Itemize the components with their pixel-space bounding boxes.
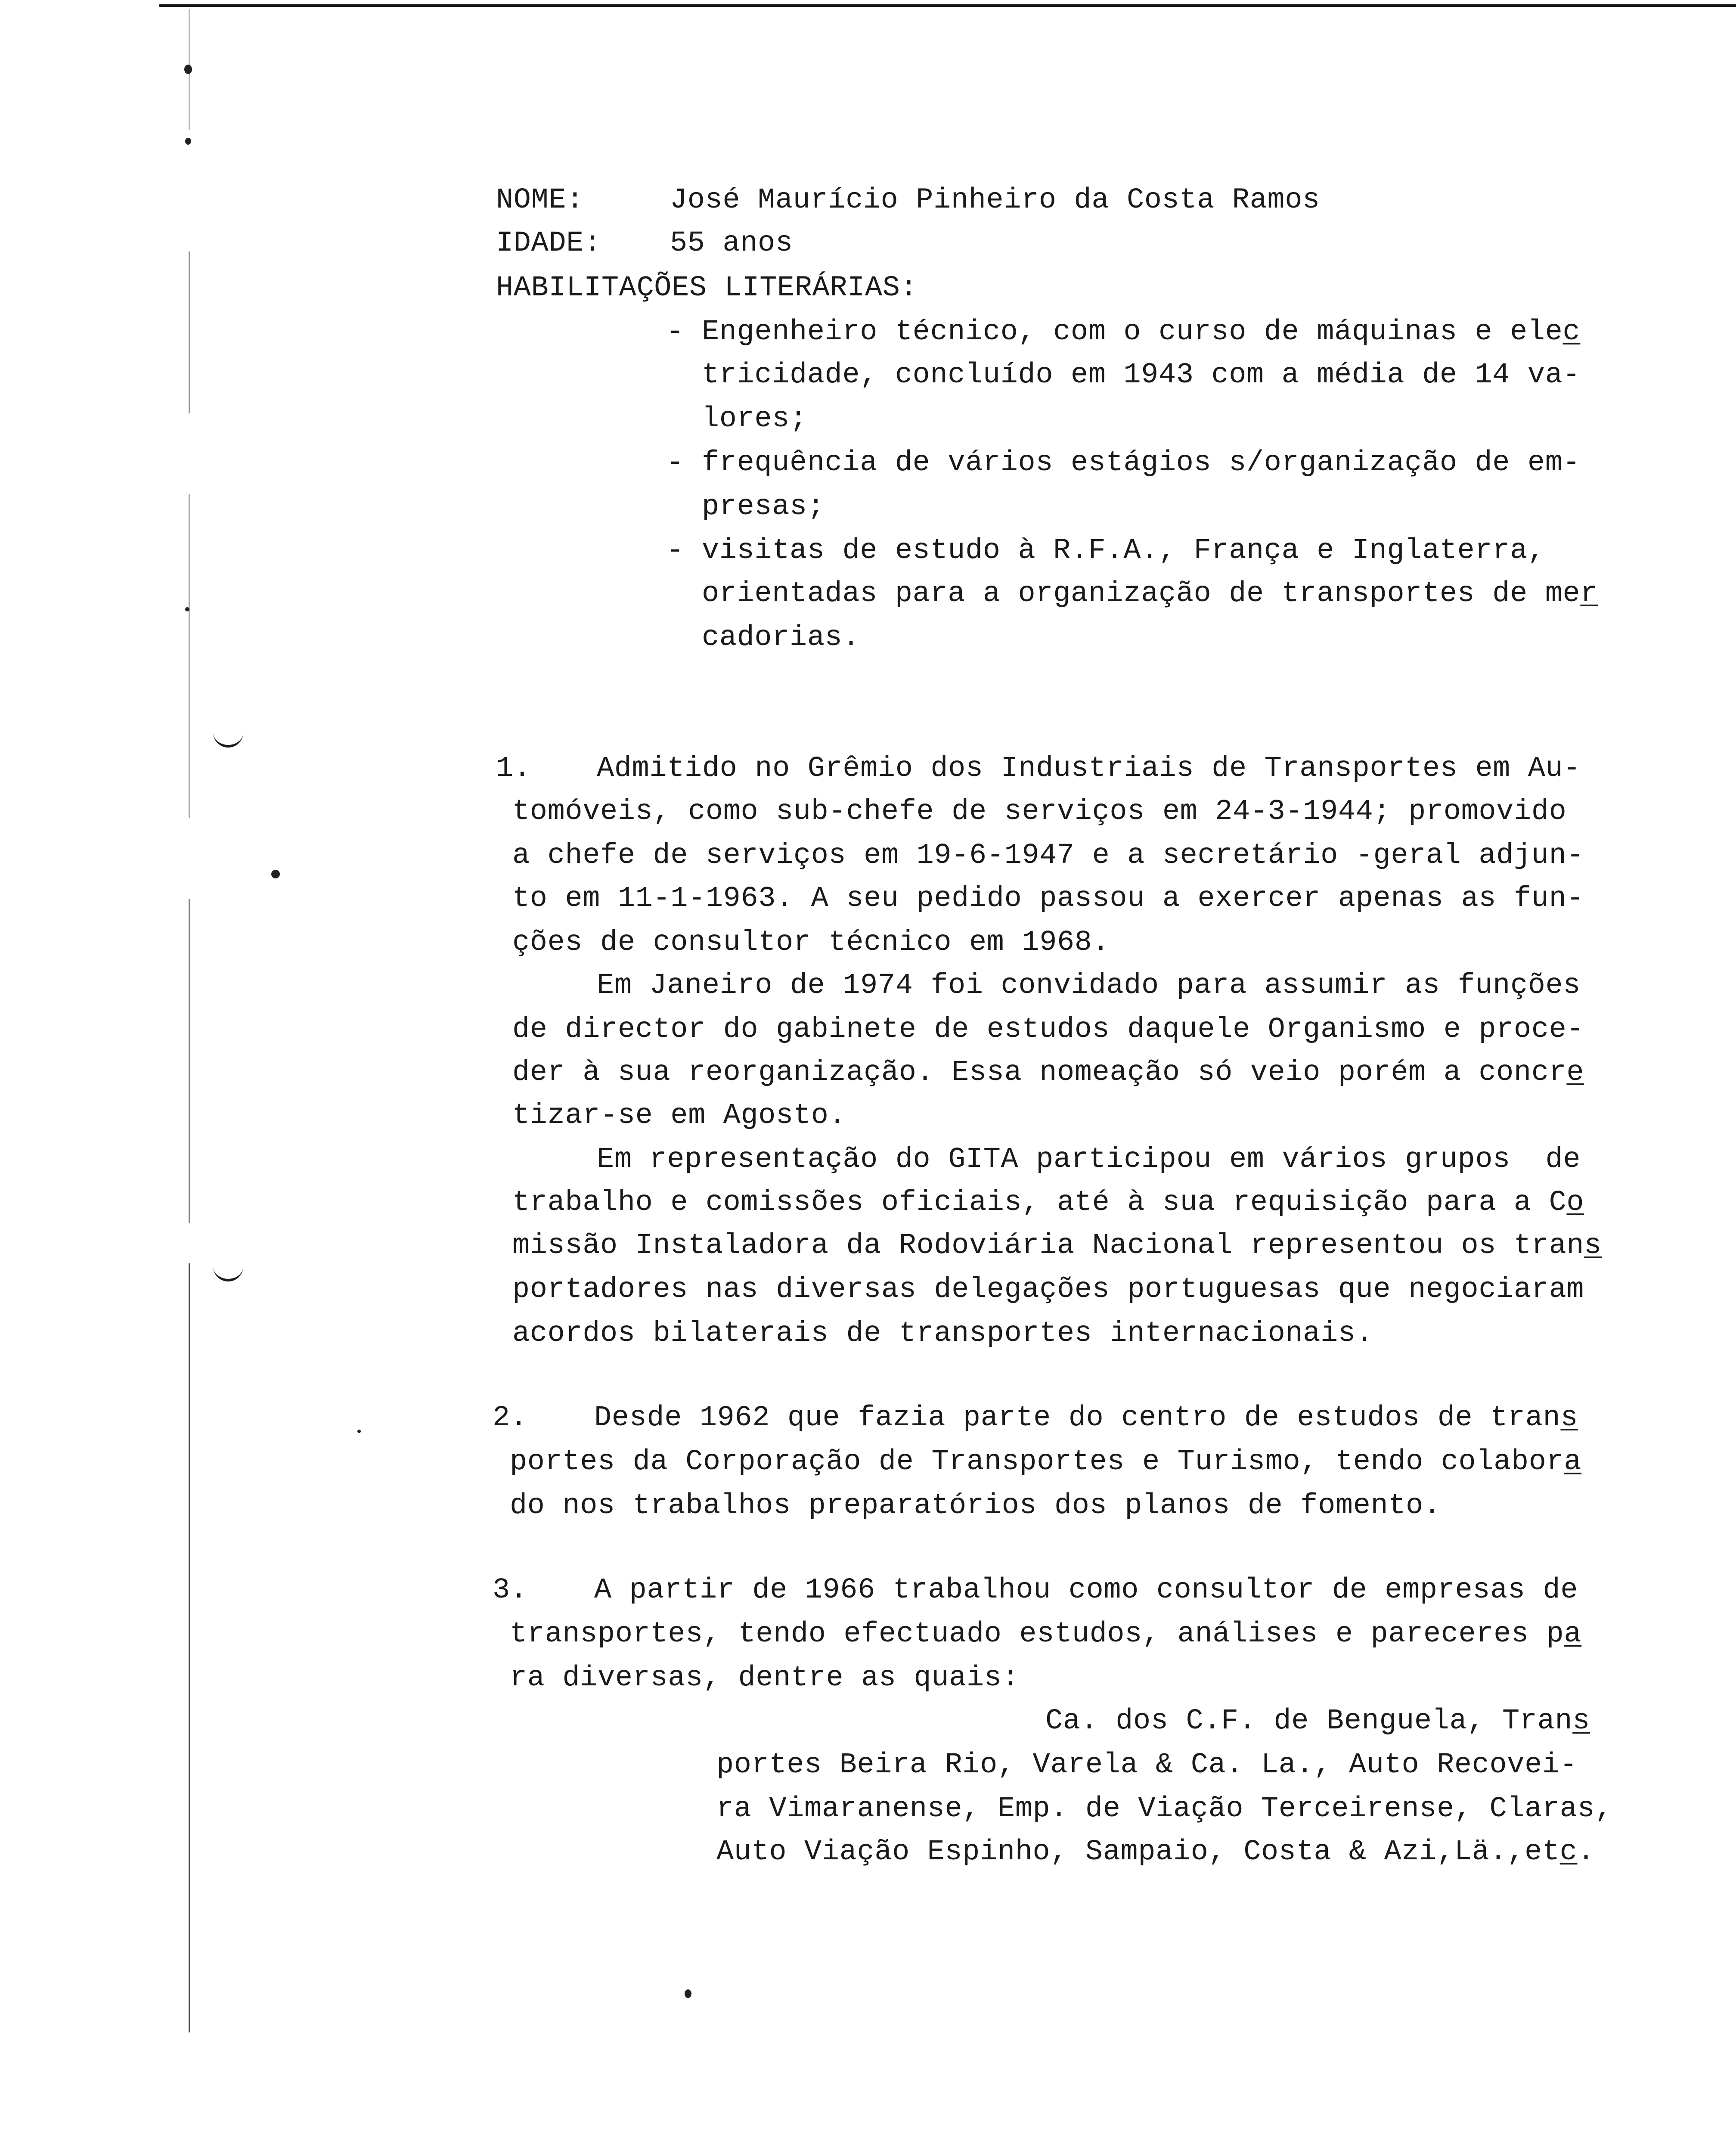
nome-label: NOME: — [496, 184, 584, 217]
companies-line: ra Vimaranense, Emp. de Viação Terceirense, Claras, — [716, 1793, 1613, 1825]
section1-para3-line: acordos bilaterais de transportes internacionais. — [512, 1317, 1373, 1350]
scan-speck — [185, 607, 189, 611]
section1-para3-line: missão Instaladora da Rodoviária Nacional representou os trans — [512, 1229, 1602, 1262]
section1-para3-line: Em representação do GITA participou em vários grupos de — [597, 1143, 1581, 1176]
nome-value: José Maurício Pinheiro da Costa Ramos — [670, 184, 1320, 217]
habilitacao-line: frequência de vários estágios s/organização de em- — [702, 447, 1581, 479]
companies-line: portes Beira Rio, Varela & Ca. La., Auto Recovei- — [716, 1749, 1578, 1781]
habilitacao-line: lores; — [702, 403, 807, 435]
section1-para2-line: Em Janeiro de 1974 foi convidado para assumir as funções — [597, 969, 1581, 1002]
scan-hole-mark — [213, 728, 243, 748]
section3-line: A partir de 1966 trabalhou como consultor de empresas de — [594, 1574, 1578, 1607]
section1-line: Admitido no Grêmio dos Industriais de Transportes em Au- — [597, 752, 1581, 785]
habilitacao-line: tricidade, concluído em 1943 com a média de 14 va- — [702, 359, 1581, 391]
section2-line: Desde 1962 que fazia parte do centro de estudos de trans — [594, 1402, 1578, 1434]
habilitacao-line: visitas de estudo à R.F.A., França e Inglaterra, — [702, 534, 1545, 567]
scan-margin-artifacts — [181, 0, 211, 2032]
scan-speck — [184, 65, 192, 74]
habilitacao-line: orientadas para a organização de transportes de mer — [702, 577, 1598, 610]
section1-para3-line: portadores nas diversas delegações portuguesas que negociaram — [512, 1273, 1584, 1306]
section-number: 2. — [493, 1402, 528, 1434]
habilitacao-dash: - — [666, 447, 684, 479]
section1-para2-line: tizar-se em Agosto. — [512, 1099, 846, 1132]
section3-line: transportes, tendo efectuado estudos, análises e pareceres pa — [510, 1618, 1582, 1650]
scan-margin-line — [189, 9, 190, 2032]
idade-label: IDADE: — [496, 227, 601, 260]
section3-line: ra diversas, dentre as quais: — [510, 1662, 1020, 1694]
section-number: 1. — [496, 752, 531, 785]
idade-value: 55 anos — [670, 227, 793, 260]
habilitacao-dash: - — [666, 316, 684, 348]
section1-line: a chefe de serviços em 19-6-1947 e a secretário -geral adjun- — [512, 839, 1584, 872]
section1-line: ções de consultor técnico em 1968. — [512, 926, 1110, 959]
section2-line: portes da Corporação de Transportes e Turismo, tendo colabora — [510, 1446, 1582, 1478]
habilitacao-dash: - — [666, 534, 684, 567]
scan-speck — [357, 1430, 361, 1433]
habilitacao-line: cadorias. — [702, 621, 860, 654]
habilitacao-line: Engenheiro técnico, com o curso de máquinas e elec — [702, 316, 1581, 348]
scan-hole-mark — [213, 1262, 243, 1281]
scan-speck — [185, 138, 191, 145]
section2-line: do nos trabalhos preparatórios dos planos de fomento. — [510, 1489, 1441, 1522]
section1-line: tomóveis, como sub-chefe de serviços em 24-3-1944; promovido — [512, 795, 1567, 828]
section1-line: to em 11-1-1963. A seu pedido passou a exercer apenas as fun- — [512, 882, 1584, 915]
section1-para2-line: de director do gabinete de estudos daquele Organismo e proce- — [512, 1013, 1584, 1046]
section1-para2-line: der à sua reorganização. Essa nomeação só veio porém a concre — [512, 1056, 1584, 1089]
habilitacao-line: presas; — [702, 490, 825, 523]
scan-speck — [685, 1989, 691, 1998]
section-number: 3. — [493, 1574, 528, 1607]
top-border-line — [159, 4, 1736, 7]
companies-line: Auto Viação Espinho, Sampaio, Costa & Azi,Lä.,etc. — [716, 1836, 1595, 1868]
scan-speck — [271, 870, 280, 878]
habilitacoes-label: HABILITAÇÕES LITERÁRIAS: — [496, 272, 918, 304]
companies-line: Ca. dos C.F. de Benguela, Trans — [1045, 1705, 1590, 1737]
section1-para3-line: trabalho e comissões oficiais, até à sua requisição para a Co — [512, 1186, 1584, 1219]
